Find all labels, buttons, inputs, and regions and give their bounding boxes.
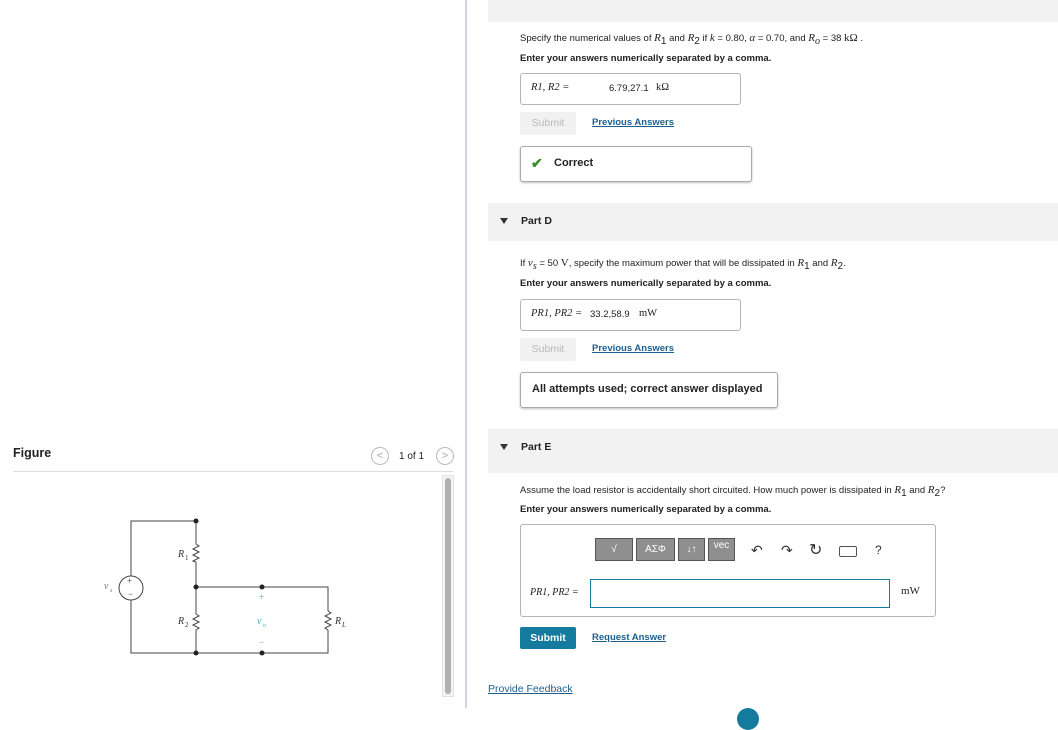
part-c-previous-answers-link[interactable]: Previous Answers [592,117,675,128]
part-c-question: Specify the numerical values of $R_1$ and $R_2$ if k = 0.80, α = 0.70, and $R_o = 38$ kΩ . [520,32,864,47]
part-e-answer-label: PR1, PR2 = [530,587,579,598]
label-vo-sub: o [263,623,266,629]
node-vo-top [260,585,265,590]
templates-button[interactable] [595,538,633,561]
part-c-answer-label: R1, R2 = [531,82,570,93]
label-vs: v [104,581,109,592]
part-e-answer-editor [520,524,936,617]
undo-icon[interactable]: ↶ [751,542,763,558]
help-button[interactable]: ? [875,543,882,557]
checkmark-icon: ✔ [531,155,543,171]
part-c-instruction: Enter your answers numerically separated by a comma. [520,53,772,64]
part-d-feedback [520,372,778,408]
part-e-request-answer-link[interactable]: Request Answer [592,632,667,643]
part-c-submit-button[interactable]: Submit [520,112,576,135]
redo-icon[interactable]: ↷ [781,542,793,558]
help-chat-button[interactable] [737,708,759,730]
part-c-answer-box [520,73,741,105]
provide-feedback-link[interactable]: Provide Feedback [488,683,573,695]
wire-left-top [131,521,196,576]
pane-splitter[interactable] [465,0,467,708]
arrows-button[interactable]: ↓↑ [678,538,705,561]
part-d-title: Part D [521,215,552,227]
vo-minus: − [259,637,265,647]
vo-plus: + [259,592,265,602]
part-d-submit-button[interactable]: Submit [520,338,576,361]
part-d-header[interactable] [488,203,1058,241]
part-d-answer-unit: mW [639,308,658,319]
collapse-caret-icon [500,444,508,450]
figure-pager: 1 of 1 [399,451,425,462]
resistor-r2 [193,614,199,630]
circuit-diagram [0,0,460,715]
label-vs-sub: s [110,588,113,594]
chevron-right-icon: > [441,450,449,462]
node-mid [194,585,199,590]
part-d-instruction: Enter your answers numerically separated by a comma. [520,278,772,289]
chevron-left-icon: < [376,450,384,462]
collapse-caret-icon [500,218,508,224]
part-e-title: Part E [521,441,552,453]
node-top [194,519,199,524]
label-rl-sub: L [342,621,346,629]
label-vo: v [257,616,262,627]
part-e-header[interactable] [488,429,1058,473]
reset-icon[interactable]: ↻ [809,542,823,559]
part-c-answer-unit: kΩ [656,82,670,93]
source-minus: − [128,589,134,599]
part-d-answer-value: 33.2,58.9 [590,309,630,320]
label-r1-sub: 1 [185,554,189,562]
greek-symbols-button[interactable]: ΑΣΦ [636,538,675,561]
label-r2: R [178,616,185,627]
resistor-r1 [193,544,199,562]
keyboard-icon[interactable] [839,546,857,557]
figure-title: Figure [13,446,52,460]
part-c-answer-value: 6.79,27.1 [609,83,649,94]
vector-button[interactable]: vec [708,538,735,561]
sqrt-icon: √ [611,544,617,555]
part-e-answer-unit: mW [901,585,920,597]
part-d-feedback-text: All attempts used; correct answer displayed [532,383,763,395]
node-vo-bottom [260,651,265,656]
resistor-rl [325,611,331,630]
label-r2-sub: 2 [185,621,189,629]
part-d-answer-label: PR1, PR2 = [531,308,583,319]
part-d-answer-box [520,299,741,331]
part-d-question: If $v_s = 50$ V, specify the maximum power that will be dissipated in $R_1$ and $R_2$. [520,257,846,272]
part-c-feedback-text: Correct [554,157,594,169]
part-c-header[interactable] [488,0,1058,22]
node-bottom [194,651,199,656]
part-e-question: Assume the load resistor is accidentally short circuited. How much power is dissipated in $R_1$ and $R_2$? [520,484,946,499]
label-rl: R [335,616,342,627]
part-d-previous-answers-link[interactable]: Previous Answers [592,343,675,354]
part-e-submit-button[interactable]: Submit [520,627,576,649]
source-plus: + [127,576,133,586]
part-e-answer-input[interactable] [590,579,890,608]
part-e-instruction: Enter your answers numerically separated by a comma. [520,504,772,515]
part-c-feedback [520,146,752,182]
label-r1: R [178,549,185,560]
